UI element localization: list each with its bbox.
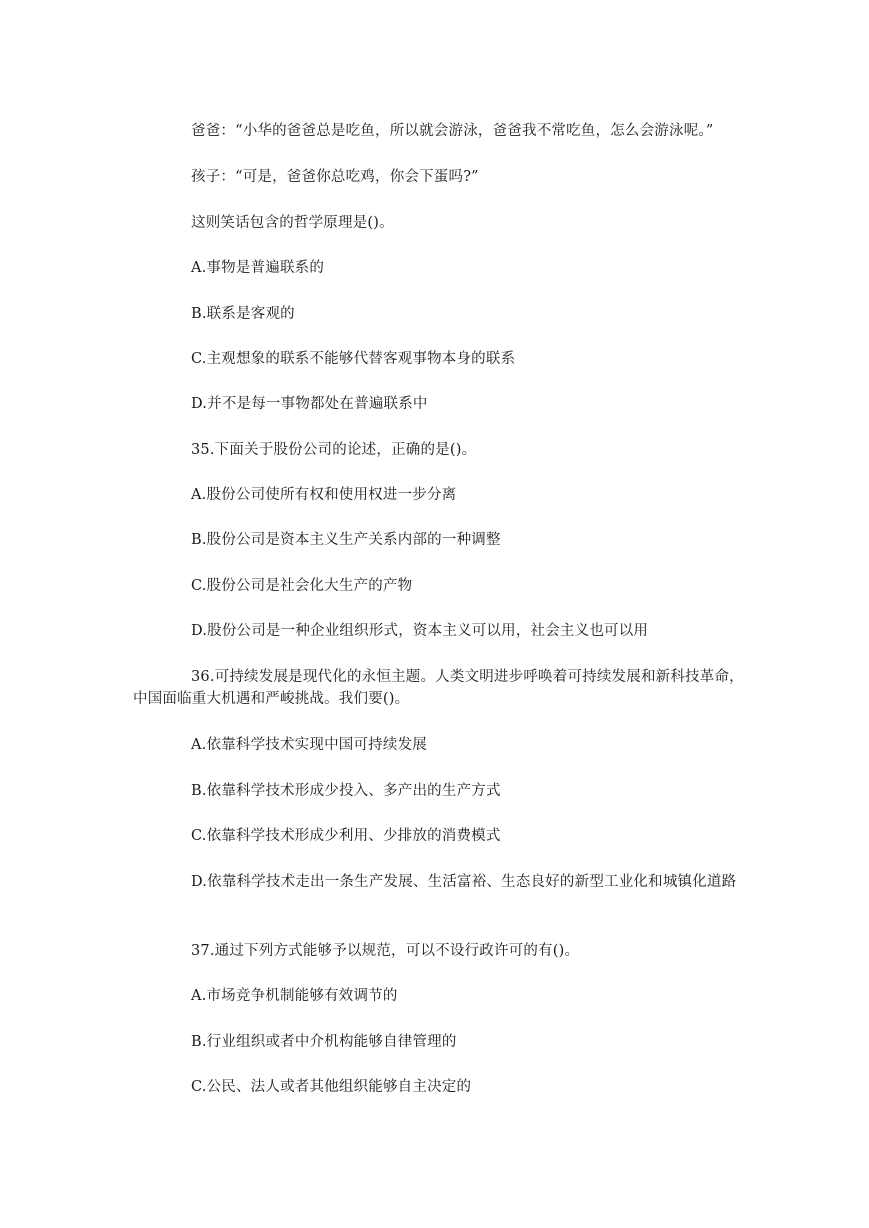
question-36-option-c: C.依靠科学技术形成少利用、少排放的消费模式: [191, 827, 501, 844]
question-36-option-a: A.依靠科学技术实现中国可持续发展: [191, 736, 427, 753]
question-36-option-d: D.依靠科学技术走出一条生产发展、生活富裕、生态良好的新型工业化和城镇化道路: [191, 873, 737, 890]
question-35-option-a: A.股份公司使所有权和使用权进一步分离: [191, 486, 457, 503]
question-34-option-c: C.主观想象的联系不能够代替客观事物本身的联系: [191, 350, 516, 367]
question-37-option-b: B.行业组织或者中介机构能够自律管理的: [191, 1033, 457, 1050]
question-35-option-d: D.股份公司是一种企业组织形式，资本主义可以用，社会主义也可以用: [191, 622, 649, 639]
question-37-option-a: A.市场竞争机制能够有效调节的: [191, 987, 398, 1004]
question-34-stem: 这则笑话包含的哲学原理是()。: [191, 214, 394, 231]
dialogue-father: 爸爸：“小华的爸爸总是吃鱼，所以就会游泳，爸爸我不常吃鱼，怎么会游泳呢。”: [191, 122, 714, 139]
question-35-option-c: C.股份公司是社会化大生产的产物: [191, 577, 413, 594]
question-36-option-b: B.依靠科学技术形成少投入、多产出的生产方式: [191, 782, 501, 799]
question-37-option-c: C.公民、法人或者其他组织能够自主决定的: [191, 1078, 472, 1095]
question-34-option-a: A.事物是普遍联系的: [191, 259, 325, 276]
question-35-option-b: B.股份公司是资本主义生产关系内部的一种调整: [191, 531, 501, 548]
dialogue-child: 孩子：“可是，爸爸你总吃鸡，你会下蛋吗?”: [191, 168, 479, 185]
question-34-option-d: D.并不是每一事物都处在普遍联系中: [191, 395, 428, 412]
question-37-stem: 37.通过下列方式能够予以规范，可以不设行政许可的有()。: [191, 942, 580, 959]
question-35-stem: 35.下面关于股份公司的论述，正确的是()。: [191, 441, 477, 458]
question-34-option-b: B.联系是客观的: [191, 305, 295, 322]
question-36-stem: 36.可持续发展是现代化的永恒主题。人类文明进步呼唤着可持续发展和新科技革命，中国面临重大机遇和严峻挑战。我们要()。: [133, 668, 744, 707]
